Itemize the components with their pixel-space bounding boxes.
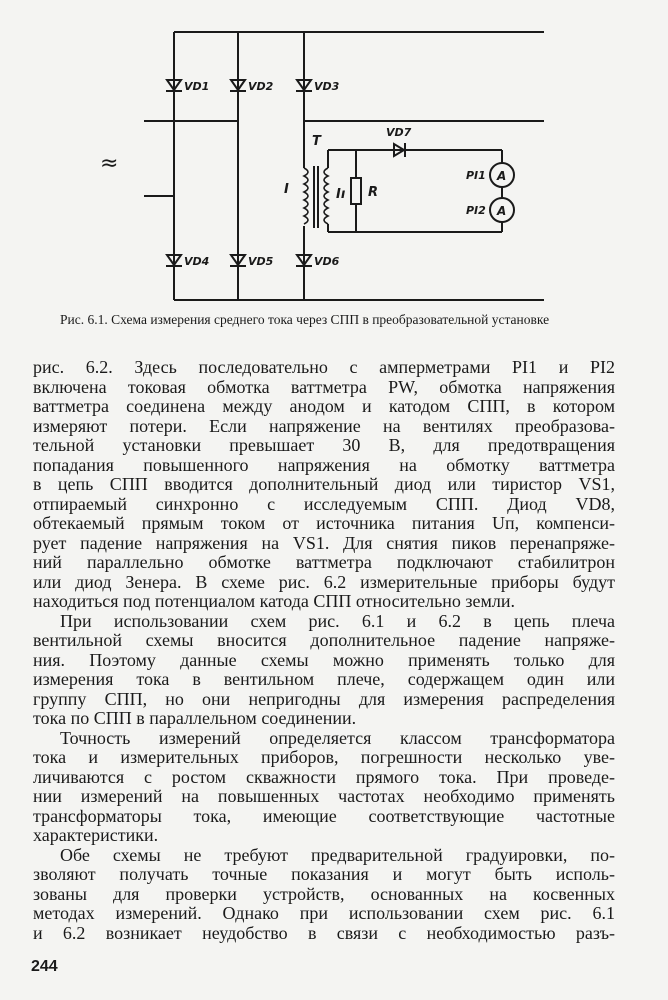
text-line: вентильной схемы вносится дополнительное падение напряже- — [33, 631, 615, 650]
circuit-schematic — [60, 18, 620, 310]
text-line: рует падение напряжения на VS1. Для снятия пиков перенапряже- — [33, 533, 615, 553]
transformer-secondary-coil — [324, 168, 328, 224]
meter-pi1-label: PI1 — [466, 169, 486, 182]
primary-current-label: I — [284, 182, 289, 197]
meter-pi2-glyph: A — [497, 204, 507, 218]
body-text — [33, 358, 615, 943]
transformer-label: T — [312, 134, 321, 149]
resistor-label: R — [368, 185, 379, 200]
text-line: нии измерений на повышенных частотах необходимо применять — [33, 787, 615, 806]
text-line: личиваются с ростом скважности прямого тока. При проведе- — [33, 767, 615, 787]
text-line: измеряют потери. Если напряжение на вентилях преобразова- — [33, 416, 615, 436]
text-line: зволяют получать точные показания и могут быть исполь- — [33, 865, 615, 884]
text-line: попадания повышенного напряжения на обмотку ваттметра — [33, 455, 615, 475]
text-line: измерения тока в вентильном плече, содержащем один или — [33, 670, 615, 689]
text-line: отпираемый синхронно с исследуемым СПП. Диод VD8, — [33, 494, 615, 514]
text-line: Точность измерений определяется классом трансформатора — [60, 728, 615, 748]
diode-vd4-label: VD4 — [184, 255, 210, 268]
resistor-r-symbol — [351, 178, 361, 204]
text-line: тока и измерительных приборов, погрешности несколько уве- — [33, 748, 615, 767]
text-line: группу СПП, но они непригодны для измерения распределения — [33, 689, 615, 709]
text-line: зованы для проверки устройств, основанных на косвенных — [33, 884, 615, 904]
diode-vd3-label: VD3 — [314, 80, 340, 93]
meter-pi2-label: PI2 — [466, 204, 486, 217]
diode-vd5-label: VD5 — [248, 255, 274, 268]
text-line: ния. Поэтому данные схемы можно применять только для — [33, 650, 615, 670]
secondary-current-label: Iı — [336, 187, 346, 202]
diode-vd2-label: VD2 — [248, 80, 274, 93]
meter-pi1-glyph: A — [497, 169, 507, 183]
page-number: 244 — [31, 958, 58, 975]
diode-vd6-label: VD6 — [314, 255, 340, 268]
text-line: Обе схемы не требуют предварительной градуировки, по- — [60, 845, 615, 865]
text-line: ваттметра соединена между анодом и катодом СПП, в котором — [33, 397, 615, 416]
text-line: тельной установки превышает 30 В, для предотвращения — [33, 436, 615, 455]
diode-vd7-label: VD7 — [386, 126, 412, 139]
text-line: включена токовая обмотка ваттметра PW, обмотка напряжения — [33, 377, 615, 397]
text-line: и 6.2 возникает неудобство в связи с необходимостью разъ- — [33, 923, 615, 943]
text-line: находиться под потенциалом катода СПП относительно земли. — [33, 592, 516, 611]
source-symbol: ≈ — [100, 151, 119, 176]
text-line: методах измерений. Однако при использовании схем рис. 6.1 — [33, 904, 615, 923]
diode-vd1-label: VD1 — [184, 80, 210, 93]
figure-caption: Рис. 6.1. Схема измерения среднего тока через СПП в преобразовательной установке — [60, 312, 550, 327]
text-line: характеристики. — [33, 826, 159, 845]
transformer-primary-coil — [304, 168, 308, 224]
text-line: или диод Зенера. В схеме рис. 6.2 измерительные приборы будут — [33, 572, 615, 592]
text-line: обтекаемый прямым током от источника питания Uп, компенси- — [33, 514, 615, 533]
text-line: ний параллельно обмотке ваттметра подключают стабилитрон — [33, 553, 615, 572]
text-line: трансформаторы тока, имеющие соответствующие частотные — [33, 806, 615, 826]
text-line: тока по СПП в параллельном соединении. — [33, 709, 357, 728]
circuit-diagram — [60, 18, 620, 310]
text-line: рис. 6.2. Здесь последовательно с амперметрами PI1 и PI2 — [33, 358, 615, 377]
text-line: в цепь СПП вводится дополнительный диод или тиристор VS1, — [33, 475, 615, 494]
text-line: При использовании схем рис. 6.1 и 6.2 в цепь плеча — [60, 611, 615, 631]
